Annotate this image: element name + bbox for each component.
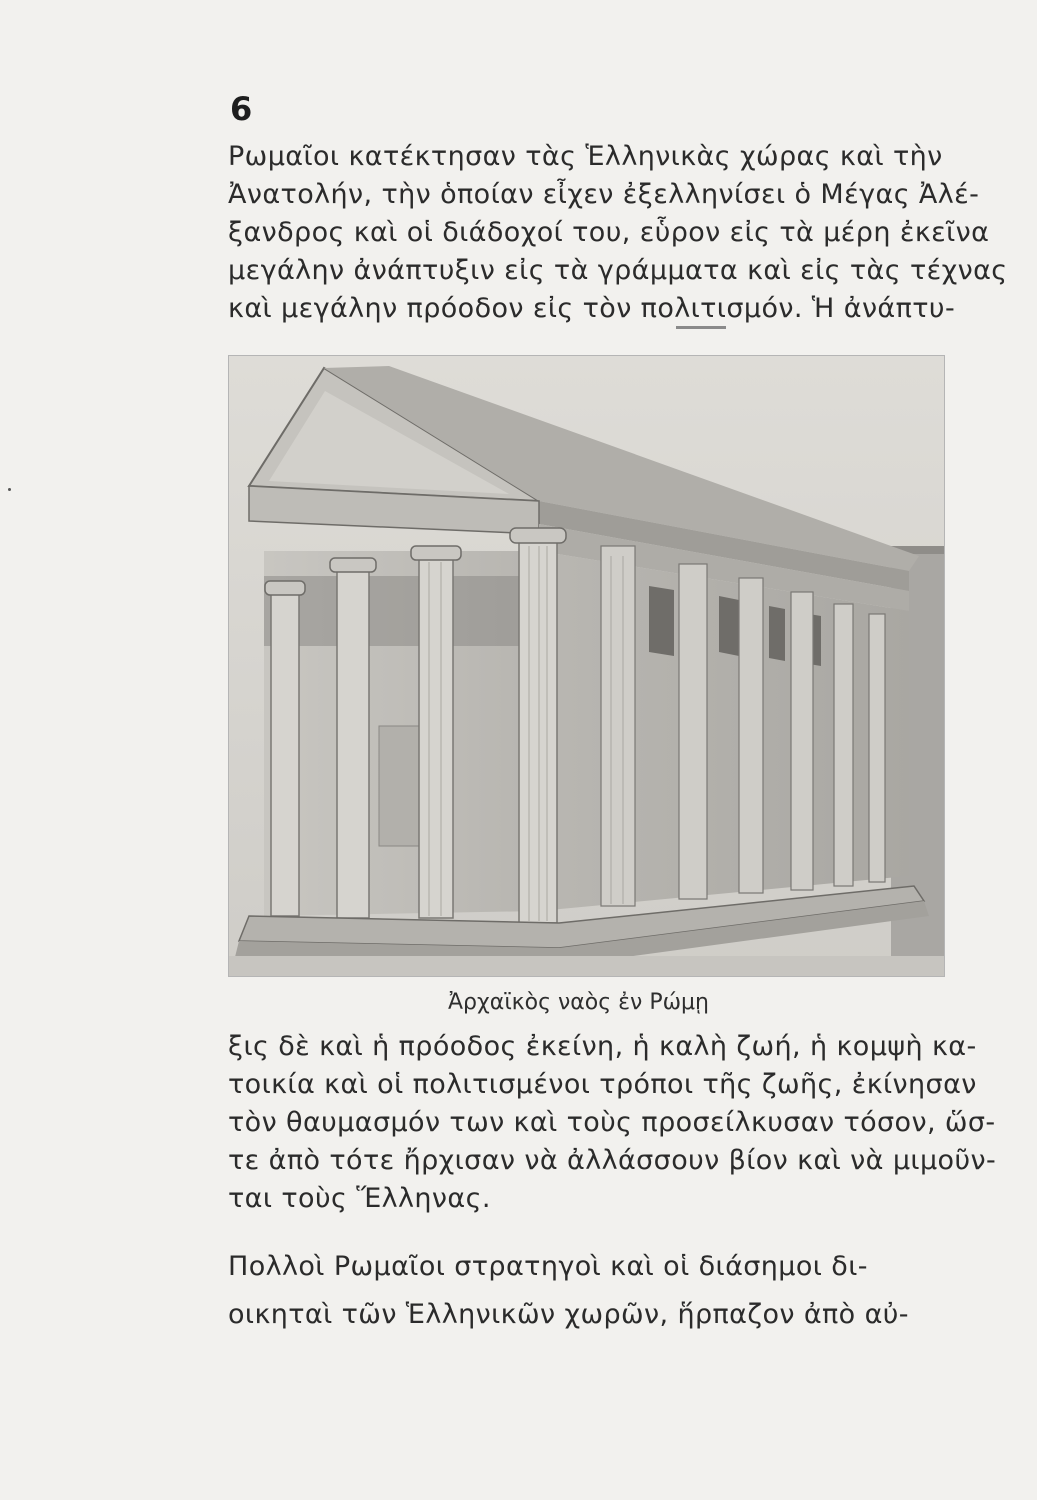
text-line: Πολλοὶ Ρωμαῖοι στρατηγοὶ καὶ οἱ διάσημοι δι- xyxy=(228,1251,868,1282)
text-line: οικηταὶ τῶν Ἑλληνικῶν χωρῶν, ἥρπαζον ἀπὸ αὐ- xyxy=(228,1299,909,1330)
temple-illustration xyxy=(229,356,944,976)
text-line: καὶ μεγάλην πρόοδον εἰς τὸν πολιτισμόν. Ἡ ἀνάπτυ- xyxy=(228,293,956,324)
text-line: ξις δὲ καὶ ἡ πρόοδος ἐκείνη, ἡ καλὴ ζωή, ἡ κομψὴ κα- xyxy=(228,1031,977,1062)
text-line: τε ἀπὸ τότε ἤρχισαν νὰ ἀλλάσσουν βίον καὶ νὰ μιμοῦν- xyxy=(228,1145,997,1176)
separator-mark xyxy=(676,326,726,329)
scan-speck xyxy=(8,488,11,491)
text-line: ξανδρος καὶ οἱ διάδοχοί του, εὗρον εἰς τὰ μέρη ἐκεῖνα xyxy=(228,217,990,248)
figure-caption: Ἀρχαϊκὸς ναὸς ἐν Ρώμῃ xyxy=(448,990,709,1015)
text-line: Ἀνατολήν, τὴν ὁποίαν εἶχεν ἐξελληνίσει ὁ Μέγας Ἀλέ- xyxy=(228,179,980,210)
paragraph-1 xyxy=(228,138,1008,328)
paragraph-3 xyxy=(228,1243,968,1339)
text-line: τοικία καὶ οἱ πολιτισμένοι τρόποι τῆς ζωῆς, ἐκίνησαν xyxy=(228,1069,977,1100)
text-line: μεγάλην ἀνάπτυξιν εἰς τὰ γράμματα καὶ εἰς τὰς τέχνας xyxy=(228,255,1008,286)
text-line: ται τοὺς Ἕλληνας. xyxy=(228,1183,491,1214)
paragraph-2 xyxy=(228,1028,997,1218)
text-line: τὸν θαυμασμόν των καὶ τοὺς προσείλκυσαν τόσον, ὥσ- xyxy=(228,1107,996,1138)
temple-photograph xyxy=(228,355,945,977)
page-number: 6 xyxy=(230,90,253,128)
text-line: Ρωμαῖοι κατέκτησαν τὰς Ἑλληνικὰς χώρας καὶ τὴν xyxy=(228,141,943,172)
